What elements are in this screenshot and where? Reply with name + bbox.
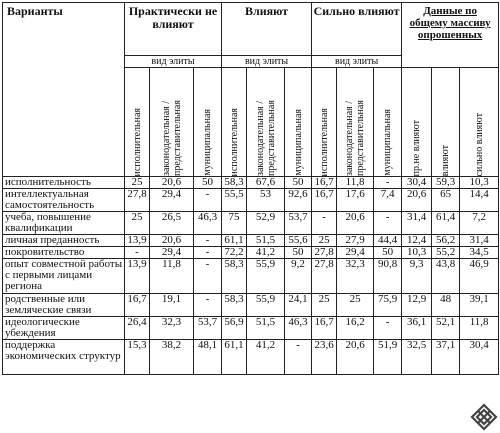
table-cell: - (194, 189, 222, 212)
table-cell: 55,2 (432, 247, 460, 259)
table-cell: 25 (312, 294, 337, 317)
elite-type-label: вид элиты (312, 56, 402, 68)
subheader-legislative-text: законодательная / представительная (254, 100, 277, 176)
subheader-executive-text: исполнительная (131, 107, 143, 176)
ornament-knot-icon (470, 403, 498, 431)
table-cell: 25 (125, 212, 150, 235)
subheader-not-influence-text: пр.не влияют (411, 119, 423, 176)
elite-type-label: вид элиты (125, 56, 222, 68)
table-cell: - (194, 259, 222, 294)
table-cell: 16,2 (337, 317, 374, 340)
table-cell: 51,9 (374, 340, 402, 375)
table-cell: 32,3 (337, 259, 374, 294)
table-cell: 51,5 (247, 317, 285, 340)
table-cell: 52,1 (432, 317, 460, 340)
table-cell: 46,3 (194, 212, 222, 235)
row-label: поддержка экономических структур (3, 340, 125, 375)
table-cell: 29,4 (150, 247, 194, 259)
table-cell: 20,6 (402, 189, 432, 212)
table-cell: 24,1 (285, 294, 312, 317)
row-label: идеологические убеждения (3, 317, 125, 340)
table-cell: 9,2 (285, 259, 312, 294)
table-cell: 75 (222, 212, 247, 235)
group-total-header (402, 3, 499, 68)
table-row (3, 259, 499, 294)
table-cell: - (125, 247, 150, 259)
subheader-municipal (374, 68, 402, 177)
table-cell: 26,5 (150, 212, 194, 235)
group-strongly-header: Сильно влияют (312, 3, 402, 56)
table-cell: 55,6 (285, 235, 312, 247)
table-cell: 39,1 (460, 294, 499, 317)
table-cell: 25 (337, 294, 374, 317)
table-cell: 50 (285, 177, 312, 189)
row-label: интеллектуальная самостоятельность (3, 189, 125, 212)
table-cell: 72,2 (222, 247, 247, 259)
table-body (3, 177, 499, 375)
table-cell: 59,3 (432, 177, 460, 189)
subheader-municipal (194, 68, 222, 177)
table-cell: 29,4 (150, 189, 194, 212)
table-cell: 31,4 (402, 212, 432, 235)
table-cell: 58,3 (222, 259, 247, 294)
row-label: учеба, повышение квалификации (3, 212, 125, 235)
table-cell: 52,9 (247, 212, 285, 235)
variants-header: Варианты (3, 3, 125, 177)
subheader-not-influence (402, 68, 432, 177)
table-cell: 75,9 (374, 294, 402, 317)
table-cell: - (194, 247, 222, 259)
table-cell: - (194, 294, 222, 317)
table-cell: 13,9 (125, 259, 150, 294)
subheader-executive-text: исполнительная (228, 107, 240, 176)
survey-table (2, 2, 499, 375)
table-cell: 7,2 (460, 212, 499, 235)
table-cell: 38,2 (150, 340, 194, 375)
table-cell: - (285, 340, 312, 375)
elite-type-label: вид элиты (222, 56, 312, 68)
subheader-influence (432, 68, 460, 177)
table-cell: 61,1 (222, 235, 247, 247)
table-cell: - (374, 177, 402, 189)
table-cell: 16,7 (125, 294, 150, 317)
subheader-legislative-text: законодательная / представительная (344, 100, 367, 176)
table-cell: 29,4 (337, 247, 374, 259)
table-cell: - (374, 212, 402, 235)
row-label: покровительство (3, 247, 125, 259)
subheader-legislative (247, 68, 285, 177)
table-cell: 11,8 (460, 317, 499, 340)
table-cell: 20,6 (150, 177, 194, 189)
table-cell: 41,2 (247, 247, 285, 259)
table-cell: 17,6 (337, 189, 374, 212)
table-cell: 23,6 (312, 340, 337, 375)
table-cell: 90,8 (374, 259, 402, 294)
table-cell: 10,3 (402, 247, 432, 259)
table-cell: 56,9 (222, 317, 247, 340)
subheader-executive (312, 68, 337, 177)
table-cell: 20,6 (337, 340, 374, 375)
table-cell: 15,3 (125, 340, 150, 375)
subheader-municipal-text: муниципальная (202, 109, 214, 176)
table-cell: 11,8 (337, 177, 374, 189)
table-cell: 44,4 (374, 235, 402, 247)
group-total-header-text: Данные по общему массиву опрошенных (409, 5, 491, 41)
table-row (3, 294, 499, 317)
table-cell: 61,4 (432, 212, 460, 235)
table-cell: 48,1 (194, 340, 222, 375)
table-cell: 48 (432, 294, 460, 317)
subheader-municipal-text: муниципальная (382, 109, 394, 176)
table-cell: 56,2 (432, 235, 460, 247)
table-cell: 14,4 (460, 189, 499, 212)
subheader-executive-text: исполнительная (318, 107, 330, 176)
table-cell: - (374, 317, 402, 340)
table-cell: 12,4 (402, 235, 432, 247)
table-cell: 27,8 (125, 189, 150, 212)
table-cell: 31,4 (460, 235, 499, 247)
subheader-municipal-text: муниципальная (292, 109, 304, 176)
table-row (3, 189, 499, 212)
table-cell: 50 (194, 177, 222, 189)
table-cell: 30,4 (402, 177, 432, 189)
subheader-strongly-text: сильно влияют (473, 112, 485, 176)
table-cell: - (312, 212, 337, 235)
table-cell: 26,4 (125, 317, 150, 340)
table-cell: 32,5 (402, 340, 432, 375)
table-cell: 67,6 (247, 177, 285, 189)
table-cell: 30,4 (460, 340, 499, 375)
subheader-legislative-text: законодательная / представительная (160, 100, 183, 176)
table-row (3, 317, 499, 340)
table-row (3, 340, 499, 375)
table-cell: 32,3 (150, 317, 194, 340)
table-cell: 50 (374, 247, 402, 259)
table-cell: 46,9 (460, 259, 499, 294)
table-row (3, 212, 499, 235)
table-cell: 51,5 (247, 235, 285, 247)
row-label: личная преданность (3, 235, 125, 247)
table-cell: 53,7 (194, 317, 222, 340)
table-cell: 25 (125, 177, 150, 189)
table-cell: 36,1 (402, 317, 432, 340)
table-cell: 19,1 (150, 294, 194, 317)
table-cell: 27,8 (312, 259, 337, 294)
table-cell: 50 (285, 247, 312, 259)
table-cell: 16,7 (312, 317, 337, 340)
group-influence-header: Влияют (222, 3, 312, 56)
table-cell: 55,5 (222, 189, 247, 212)
table-cell: 41,2 (247, 340, 285, 375)
table-cell: 9,3 (402, 259, 432, 294)
table-cell: 46,3 (285, 317, 312, 340)
table-cell: 61,1 (222, 340, 247, 375)
table-cell: 16,7 (312, 189, 337, 212)
table-cell: 7,4 (374, 189, 402, 212)
subheader-executive (222, 68, 247, 177)
table-cell: 27,9 (337, 235, 374, 247)
row-label: исполнительность (3, 177, 125, 189)
subheader-legislative (337, 68, 374, 177)
subheader-executive (125, 68, 150, 177)
table-cell: 12,9 (402, 294, 432, 317)
table-cell: 58,3 (222, 177, 247, 189)
table-cell: 55,9 (247, 259, 285, 294)
subheader-municipal (285, 68, 312, 177)
table-cell: 10,3 (460, 177, 499, 189)
table-cell: - (194, 235, 222, 247)
subheader-legislative (150, 68, 194, 177)
table-cell: 34,5 (460, 247, 499, 259)
table-cell: 55,9 (247, 294, 285, 317)
table-cell: 20,6 (337, 212, 374, 235)
subheader-influence-text: влияют (440, 144, 452, 176)
table-cell: 27,8 (312, 247, 337, 259)
table-row (3, 177, 499, 189)
group-not-influence-header: Практически не влияют (125, 3, 222, 56)
table-cell: 43,8 (432, 259, 460, 294)
table-row (3, 235, 499, 247)
table-cell: 92,6 (285, 189, 312, 212)
table-cell: 11,8 (150, 259, 194, 294)
row-label: родственные или земляческие связи (3, 294, 125, 317)
table-row (3, 247, 499, 259)
table-cell: 13,9 (125, 235, 150, 247)
table-cell: 53,7 (285, 212, 312, 235)
subheader-strongly (460, 68, 499, 177)
table-cell: 25 (312, 235, 337, 247)
row-label: опыт совместной работы с первыми лицами региона (3, 259, 125, 294)
table-cell: 53 (247, 189, 285, 212)
table-cell: 65 (432, 189, 460, 212)
table-cell: 16,7 (312, 177, 337, 189)
table-cell: 20,6 (150, 235, 194, 247)
table-cell: 37,1 (432, 340, 460, 375)
table-cell: 58,3 (222, 294, 247, 317)
